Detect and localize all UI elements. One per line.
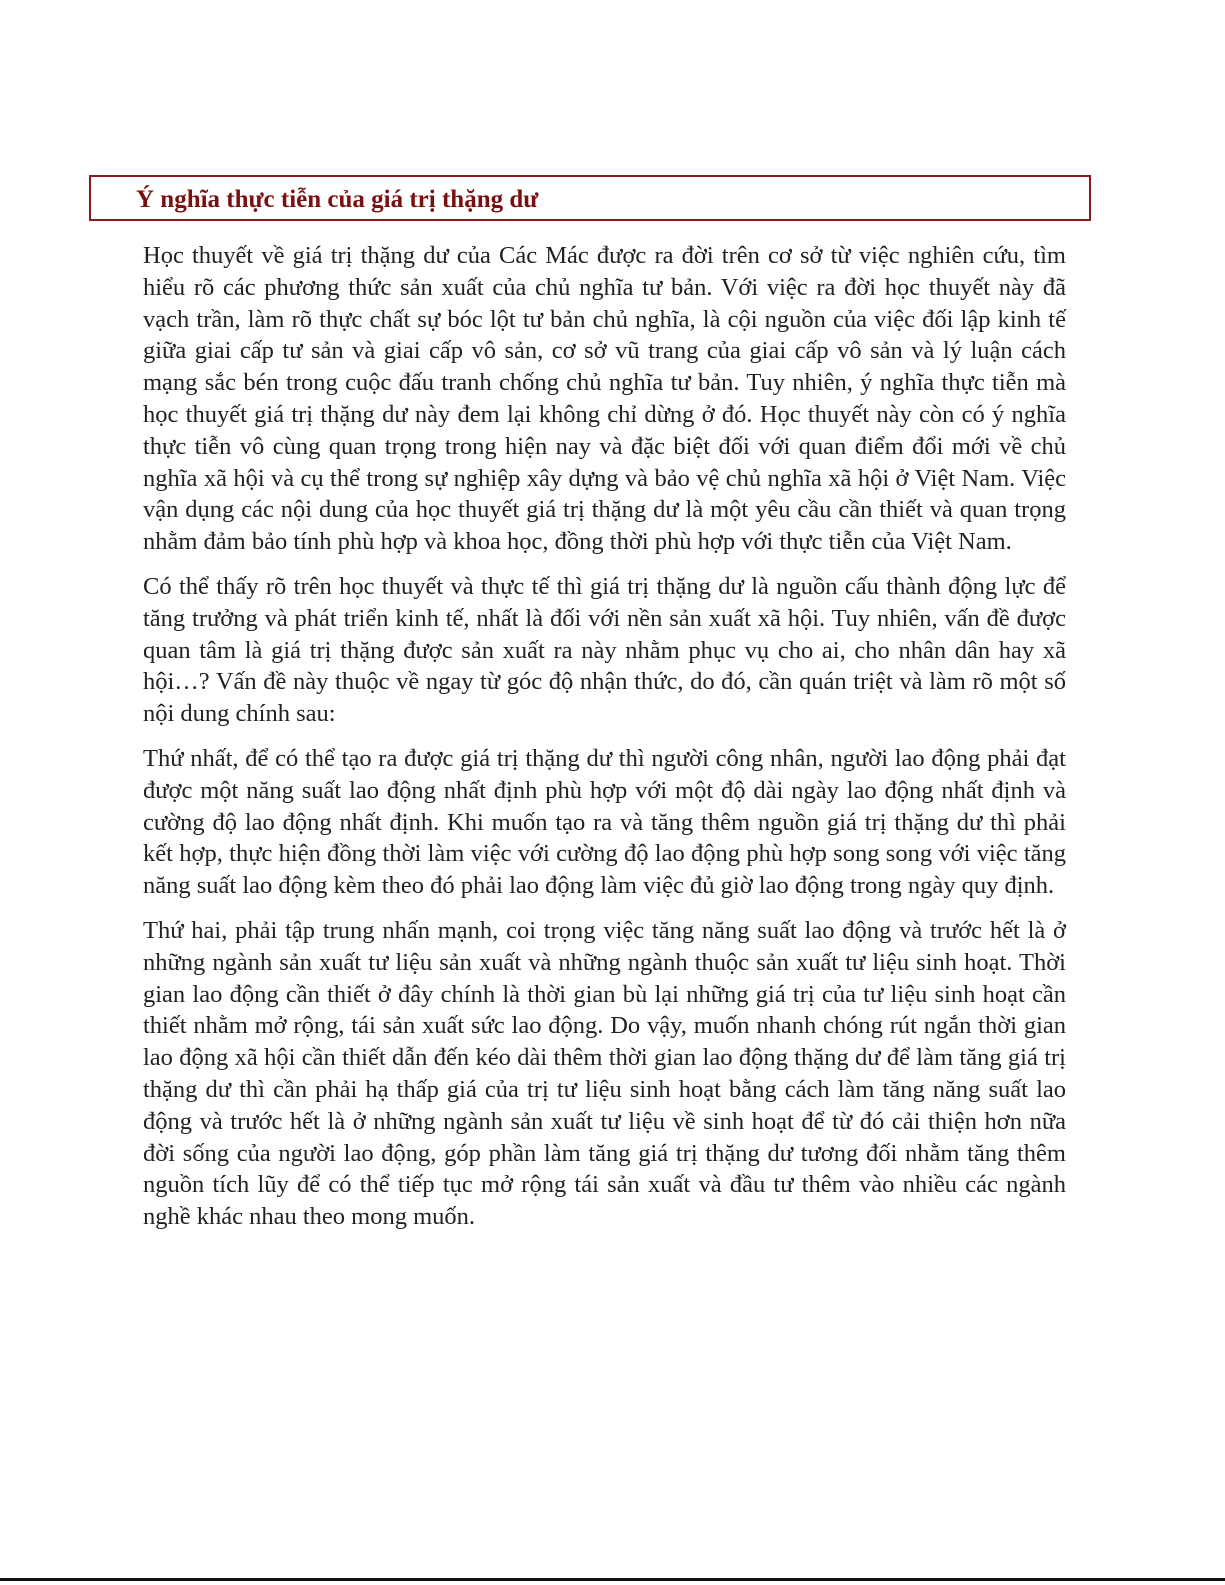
section-heading-box	[89, 175, 1091, 221]
paragraph: Thứ nhất, để có thể tạo ra được giá trị thặng dư thì người công nhân, người lao động phải đạt được một năng suất lao động nhất định phù hợp với một độ dài ngày lao động nhất định và cường độ lao động nhất định. Khi muốn tạo ra và tăng thêm nguồn giá trị thặng dư thì phải kết hợp, thực hiện đồng thời làm việc với cường độ lao động phù hợp song song với việc tăng năng suất lao động kèm theo đó phải lao động làm việc đủ giờ lao động trong ngày quy định.	[143, 744, 1066, 900]
page-bottom-rule	[0, 1578, 1225, 1581]
paragraph: Có thể thấy rõ trên học thuyết và thực tế thì giá trị thặng dư là nguồn cấu thành động lực để tăng trưởng và phát triển kinh tế, nhất là đối với nền sản xuất xã hội. Tuy nhiên, vấn đề được quan tâm là giá trị thặng được sản xuất ra này nhằm phục vụ cho ai, cho nhân dân hay xã hội…? Vấn đề này thuộc về ngay từ góc độ nhận thức, do đó, cần quán triệt và làm rõ một số nội dung chính sau:	[143, 572, 1066, 728]
section-title: Ý nghĩa thực tiễn của giá trị thặng dư	[136, 186, 539, 213]
paragraph: Học thuyết về giá trị thặng dư của Các Mác được ra đời trên cơ sở từ việc nghiên cứu, tìm hiểu rõ các phương thức sản xuất của chủ nghĩa tư bản. Với việc ra đời học thuyết này đã vạch trần, làm rõ thực chất sự bóc lột tư bản chủ nghĩa, là cội nguồn của việc đối lập kinh tế giữa giai cấp tư sản và giai cấp vô sản, cơ sở vũ trang của giai cấp vô sản và lý luận cách mạng sắc bén trong cuộc đấu tranh chống chủ nghĩa tư bản. Tuy nhiên, ý nghĩa thực tiễn mà học thuyết giá trị thặng dư này đem lại không chỉ dừng ở đó. Học thuyết này còn có ý nghĩa thực tiễn vô cùng quan trọng trong hiện nay và đặc biệt đối với quan điểm đổi mới về chủ nghĩa xã hội và cụ thể trong sự nghiệp xây dựng và bảo vệ chủ nghĩa xã hội ở Việt Nam. Việc vận dụng các nội dung của học thuyết giá trị thặng dư là một yêu cầu cần thiết và quan trọng nhằm đảm bảo tính phù hợp và khoa học, đồng thời phù hợp với thực tiễn của Việt Nam.	[143, 242, 1066, 556]
body-text	[143, 240, 1066, 1246]
paragraph: Thứ hai, phải tập trung nhấn mạnh, coi trọng việc tăng năng suất lao động và trước hết là ở những ngành sản xuất tư liệu sản xuất và những ngành thuộc sản xuất tư liệu sinh hoạt. Thời gian lao động cần thiết ở đây chính là thời gian bù lại những giá trị của tư liệu sinh hoạt cần thiết nhằm mở rộng, tái sản xuất sức lao động. Do vậy, muốn nhanh chóng rút ngắn thời gian lao động xã hội cần thiết dẫn đến kéo dài thêm thời gian lao động thặng dư để làm tăng giá trị thặng dư thì cần phải hạ thấp giá của trị tư liệu sinh hoạt bằng cách làm tăng năng suất lao động và trước hết là ở những ngành sản xuất tư liệu về sinh hoạt để từ đó cải thiện hơn nữa đời sống của người lao động, góp phần làm tăng giá trị thặng dư tương đối nhằm tăng thêm nguồn tích lũy để có thể tiếp tục mở rộng tái sản xuất và đầu tư thêm vào nhiều các ngành nghề khác nhau theo mong muốn.	[143, 916, 1066, 1231]
